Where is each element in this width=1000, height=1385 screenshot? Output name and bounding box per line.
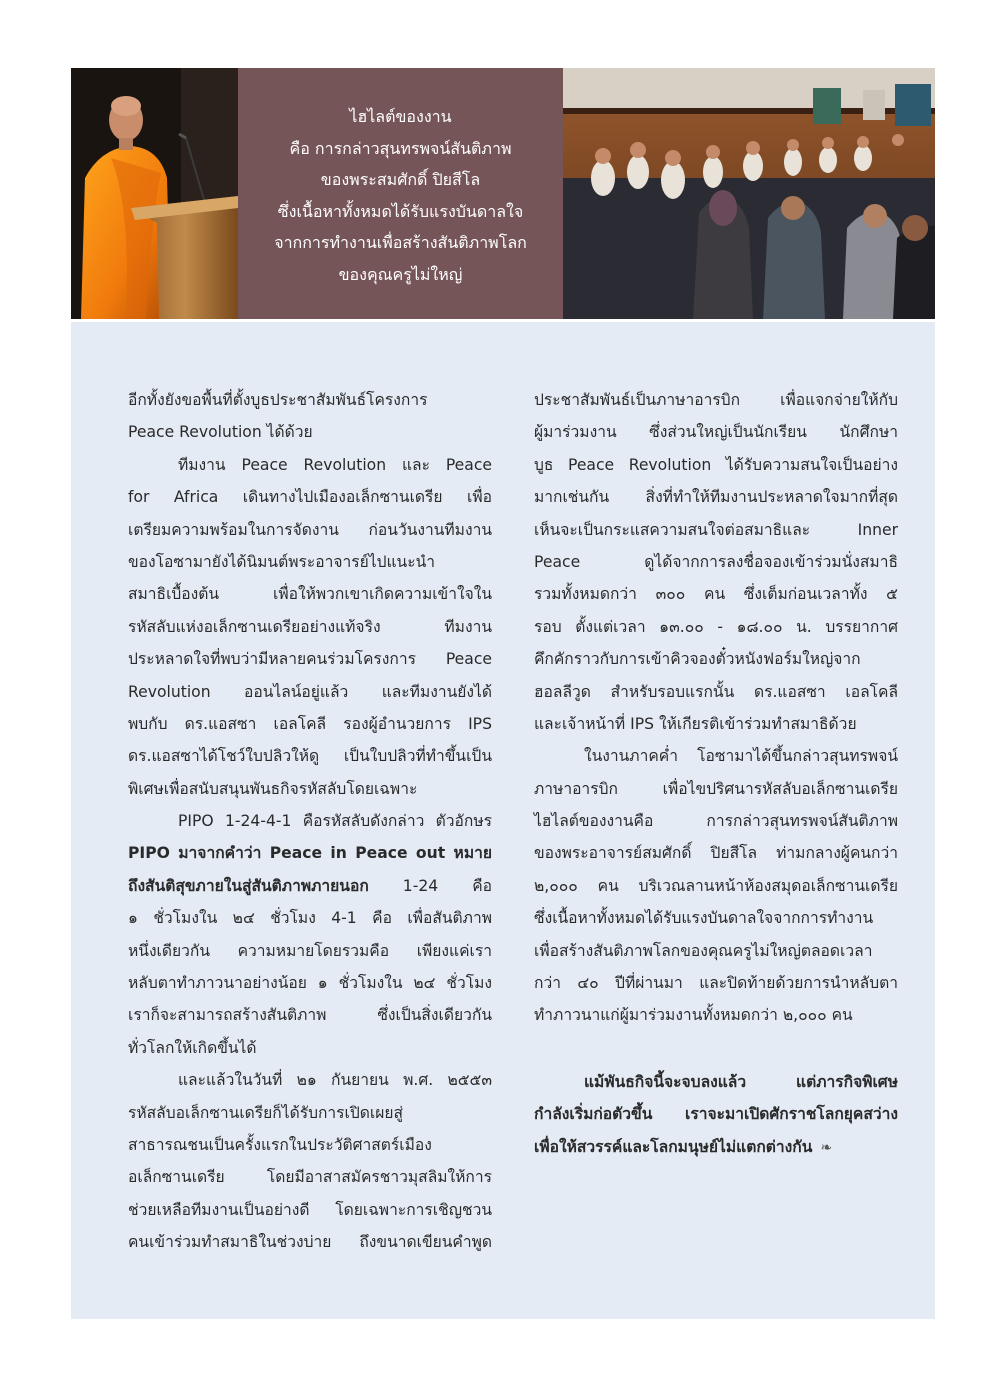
article-line: for Africa เดินทางไปเมืองอเล็กซานเดรีย เพื่อ	[128, 488, 492, 507]
article-line: ภาษาอารบิก เพื่อไขปริศนารหัสลับอเล็กซานเดรีย	[534, 779, 898, 798]
caption-line: ซึ่งเนื้อหาทั้งหมดได้รับแรงบันดาลใจ	[277, 201, 524, 221]
article-line: อีกทั้งยังขอพื้นที่ตั้งบูธประชาสัมพันธ์โครงการ	[128, 391, 428, 409]
caption-line: ไฮไลต์ของงาน	[349, 107, 452, 126]
article-line: สมาธิเบื้องต้น เพื่อให้พวกเขาเกิดความเข้าใจใน	[128, 585, 492, 604]
caption-line: จากการทำงานเพื่อสร้างสันติภาพโลก	[274, 233, 527, 252]
article-line: Peace ดูได้จากการลงชื่อจองเข้าร่วมนั่งสมาธิ	[534, 552, 898, 571]
leaf-ornament-icon: ❧	[820, 1139, 833, 1156]
article-line: ช่วยเหลือทีมงานเป็นอย่างดี โดยเฉพาะการเชิญชวน	[128, 1200, 492, 1219]
article-line: ของโอซามายังได้นิมนต์พระอาจารย์ไปแนะนำ	[128, 552, 436, 571]
article-line: มากเช่นกัน สิ่งที่ทำให้ทีมงานประหลาดใจมากที่สุด	[534, 488, 898, 507]
article-line: รหัสลับอเล็กซานเดรียก็ได้รับการเปิดเผยสู่	[128, 1103, 404, 1122]
article-line: ผู้มาร่วมงาน ซึ่งส่วนใหญ่เป็นนักเรียน นักศึกษา	[534, 423, 898, 442]
article-line: ซึ่งเนื้อหาทั้งหมดได้รับแรงบันดาลใจจากการทำงาน	[534, 909, 874, 928]
article-line: ทีมงาน Peace Revolution และ Peace	[178, 455, 492, 474]
article-line: พิเศษเพื่อสนับสนุนพันธกิจรหัสลับโดยเฉพาะ	[128, 779, 418, 798]
article-line: PIPO 1-24-4-1 คือรหัสลับดังกล่าว ตัวอักษร	[178, 812, 492, 831]
closing-line: แม้พันธกิจนี้จะจบลงแล้ว แต่ภารกิจพิเศษ	[584, 1072, 898, 1091]
article-line: และแล้วในวันที่ ๒๑ กันยายน พ.ศ. ๒๕๕๓	[178, 1071, 492, 1090]
audience-photo	[563, 68, 935, 319]
article-line: ทั่วโลกให้เกิดขึ้นได้	[128, 1038, 257, 1057]
article-line: รอบ ตั้งแต่เวลา ๑๓.๐๐ - ๑๘.๐๐ น. บรรยากาศ	[534, 617, 898, 636]
article-line: พบกับ ดร.แอสซา เอลโคลี รองผู้อำนวยการ IPS	[128, 714, 492, 733]
article-line: ไฮไลต์ของงานคือ การกล่าวสุนทรพจน์สันติภาพ	[534, 812, 898, 831]
article-line: ๑ ชั่วโมงใน ๒๔ ชั่วโมง 4-1 คือ เพื่อสันติภาพ	[128, 909, 492, 928]
banner-caption	[238, 68, 563, 319]
article-line: ทำภาวนาแก่ผู้มาร่วมงานทั้งหมดกว่า ๒,๐๐๐ คน	[534, 1006, 853, 1025]
closing-line: กำลังเริ่มก่อตัวขึ้น เราจะมาเปิดศักราชโลกยุคสว่าง	[534, 1105, 898, 1124]
caption-line: ของพระสมศักดิ์ ปิยสีโล	[320, 170, 481, 189]
article-line-emphasis: PIPO มาจากคำว่า Peace in Peace out หมาย	[128, 844, 492, 863]
article-line: และเจ้าหน้าที่ IPS ให้เกียรติเข้าร่วมทำสมาธิด้วย	[534, 714, 857, 733]
article-line: ดร.แอสซาได้โชว์ใบปลิวให้ดู เป็นใบปลิวที่ทำขึ้นเป็น	[128, 747, 492, 766]
article-line: บูธ Peace Revolution ได้รับความสนใจเป็นอย่าง	[534, 455, 898, 474]
header-banner	[71, 68, 935, 319]
monk-speaking-photo	[71, 68, 238, 319]
article-line: กว่า ๔๐ ปีที่ผ่านมา และปิดท้ายด้วยการนำหลับตา	[534, 974, 898, 993]
emphasis-text: ถึงสันติสุขภายในสู่สันติภาพภายนอก	[128, 876, 369, 895]
article-line: สาธารณชนเป็นครั้งแรกในประวัติศาสตร์เมือง	[128, 1135, 432, 1154]
article-line: ฮอลลีวูด สำหรับรอบแรกนั้น ดร.แอสซา เอลโคลี	[534, 682, 898, 701]
article-line: Peace Revolution ได้ด้วย	[128, 423, 313, 442]
article-line: ในงานภาคค่ำ โอซามาได้ขึ้นกล่าวสุนทรพจน์	[584, 747, 898, 766]
article-line: Revolution ออนไลน์อยู่แล้ว และทีมงานยังได้	[128, 682, 492, 701]
article-line: หนึ่งเดียวกัน ความหมายโดยรวมคือ เพียงแค่เรา	[128, 941, 492, 960]
article-line: ประหลาดใจที่พบว่ามีหลายคนร่วมโครงการ Peace	[128, 650, 492, 669]
closing-text: เพื่อให้สวรรค์และโลกมนุษย์ไม่แตกต่างกัน	[534, 1137, 813, 1156]
closing-line-final	[534, 1131, 898, 1163]
article-line: รหัสลับแห่งอเล็กซานเดรียอย่างแท้จริง ทีมงาน	[128, 617, 492, 636]
article-line: อเล็กซานเดรีย โดยมีอาสาสมัครชาวมุสลิมให้การ	[128, 1168, 492, 1187]
article-right-column	[534, 384, 898, 1163]
article-line: รวมทั้งหมดกว่า ๓๐๐ คน ซึ่งเต็มก่อนเวลาทั้ง ๕	[534, 585, 898, 604]
article-line: คึกคักราวกับการเข้าคิวจองตั๋วหนังฟอร์มใหญ่จาก	[534, 650, 861, 669]
caption-line: คือ การกล่าวสุนทรพจน์สันติภาพ	[289, 138, 512, 158]
article-line: ประชาสัมพันธ์เป็นภาษาอารบิก เพื่อแจกจ่ายให้กับ	[534, 391, 898, 409]
article-line-emphasis: ถึงสันติสุขภายในสู่สันติภาพภายนอก 1-24 คือ	[128, 876, 492, 895]
article-line: ของพระอาจารย์สมศักดิ์ ปิยสีโล ท่ามกลางผู้คนกว่า	[534, 844, 898, 863]
article-line: เห็นจะเป็นกระแสความสนใจต่อสมาธิและ Inner	[534, 520, 898, 539]
article-line: ๒,๐๐๐ คน บริเวณลานหน้าห้องสมุดอเล็กซานเดรีย	[534, 876, 898, 895]
article-left-column	[128, 384, 492, 1259]
article-line: เพื่อสร้างสันติภาพโลกของคุณครูไม่ใหญ่ตลอดเวลา	[534, 941, 873, 960]
article-line: คนเข้าร่วมทำสมาธิในช่วงบ่าย ถึงขนาดเขียนคำพูด	[128, 1233, 492, 1252]
article-line: หลับตาทำภาวนาอย่างน้อย ๑ ชั่วโมงใน ๒๔ ชั่วโมง	[128, 974, 492, 993]
caption-line: ของคุณครูไม่ใหญ่	[338, 264, 463, 284]
article-line: เราก็จะสามารถสร้างสันติภาพ ซึ่งเป็นสิ่งเดียวกัน	[128, 1006, 492, 1025]
article-line: เตรียมความพร้อมในการจัดงาน ก่อนวันงานทีมงาน	[128, 520, 492, 539]
